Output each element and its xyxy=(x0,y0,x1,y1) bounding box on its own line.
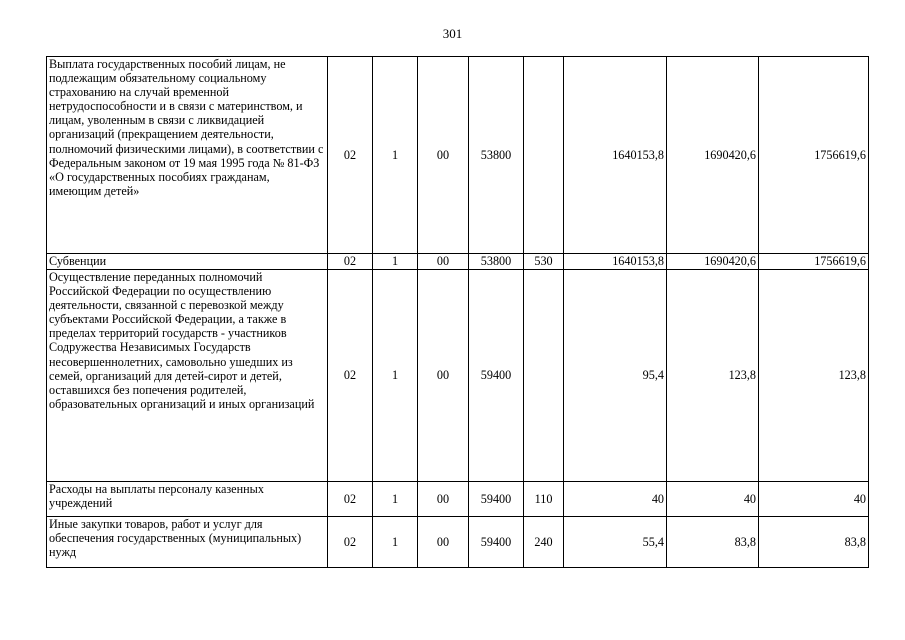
code-program-type: 1 xyxy=(373,254,418,270)
row-name: Осуществление переданных полномочий Российской Федерации по осуществлению деятельности, связанной с перевозкой между субъектами Российской Федерации, а также в пределах территорий государств - участников Содружества Независимых Государств несовершеннолетних, самовольно ушедших из семей, организаций для детей-сирот и детей, оставшихся без попечения родителей, образовательных организаций и иных организаций xyxy=(47,270,328,482)
amount-year-1: 55,4 xyxy=(564,517,667,568)
table-row xyxy=(47,270,869,482)
code-direction: 59400 xyxy=(469,517,524,568)
code-direction: 59400 xyxy=(469,482,524,517)
code-subprogram: 00 xyxy=(418,517,469,568)
table-row xyxy=(47,254,869,270)
amount-year-1: 1640153,8 xyxy=(564,57,667,254)
code-direction: 53800 xyxy=(469,254,524,270)
row-name: Выплата государственных пособий лицам, не подлежащим обязательному социальному страхованию на случай временной нетрудоспособности и в связи с материнством, и лицам, уволенным в связи с ликвидацией организаций (прекращением деятельности, полномочий физическими лицами), в соответствии с Федеральным законом от 19 мая 1995 года № 81-ФЗ «О государственных пособиях гражданам, имеющим детей» xyxy=(47,57,328,254)
code-subprogram: 00 xyxy=(418,482,469,517)
amount-year-3: 83,8 xyxy=(759,517,869,568)
code-direction: 53800 xyxy=(469,57,524,254)
code-subprogram: 00 xyxy=(418,254,469,270)
code-section: 02 xyxy=(328,270,373,482)
code-expense-type xyxy=(524,270,564,482)
code-expense-type xyxy=(524,57,564,254)
code-expense-type: 110 xyxy=(524,482,564,517)
table-row xyxy=(47,482,869,517)
code-program-type: 1 xyxy=(373,517,418,568)
amount-year-1: 1640153,8 xyxy=(564,254,667,270)
table-row xyxy=(47,57,869,254)
code-section: 02 xyxy=(328,482,373,517)
code-section: 02 xyxy=(328,57,373,254)
code-direction: 59400 xyxy=(469,270,524,482)
page-number: 301 xyxy=(442,26,463,41)
amount-year-3: 123,8 xyxy=(759,270,869,482)
amount-year-2: 123,8 xyxy=(667,270,759,482)
code-subprogram: 00 xyxy=(418,57,469,254)
code-program-type: 1 xyxy=(373,270,418,482)
amount-year-1: 95,4 xyxy=(564,270,667,482)
amount-year-2: 1690420,6 xyxy=(667,254,759,270)
code-expense-type: 240 xyxy=(524,517,564,568)
row-name: Иные закупки товаров, работ и услуг для обеспечения государственных (муниципальных) нужд xyxy=(47,517,328,568)
amount-year-2: 40 xyxy=(667,482,759,517)
amount-year-2: 83,8 xyxy=(667,517,759,568)
code-subprogram: 00 xyxy=(418,270,469,482)
table-row xyxy=(47,517,869,568)
row-name: Расходы на выплаты персоналу казенных учреждений xyxy=(47,482,328,517)
code-section: 02 xyxy=(328,517,373,568)
amount-year-3: 1756619,6 xyxy=(759,254,869,270)
row-name: Субвенции xyxy=(47,254,328,270)
code-expense-type: 530 xyxy=(524,254,564,270)
code-program-type: 1 xyxy=(373,482,418,517)
code-section: 02 xyxy=(328,254,373,270)
code-program-type: 1 xyxy=(373,57,418,254)
amount-year-1: 40 xyxy=(564,482,667,517)
amount-year-2: 1690420,6 xyxy=(667,57,759,254)
budget-table xyxy=(46,56,869,568)
amount-year-3: 40 xyxy=(759,482,869,517)
amount-year-3: 1756619,6 xyxy=(759,57,869,254)
